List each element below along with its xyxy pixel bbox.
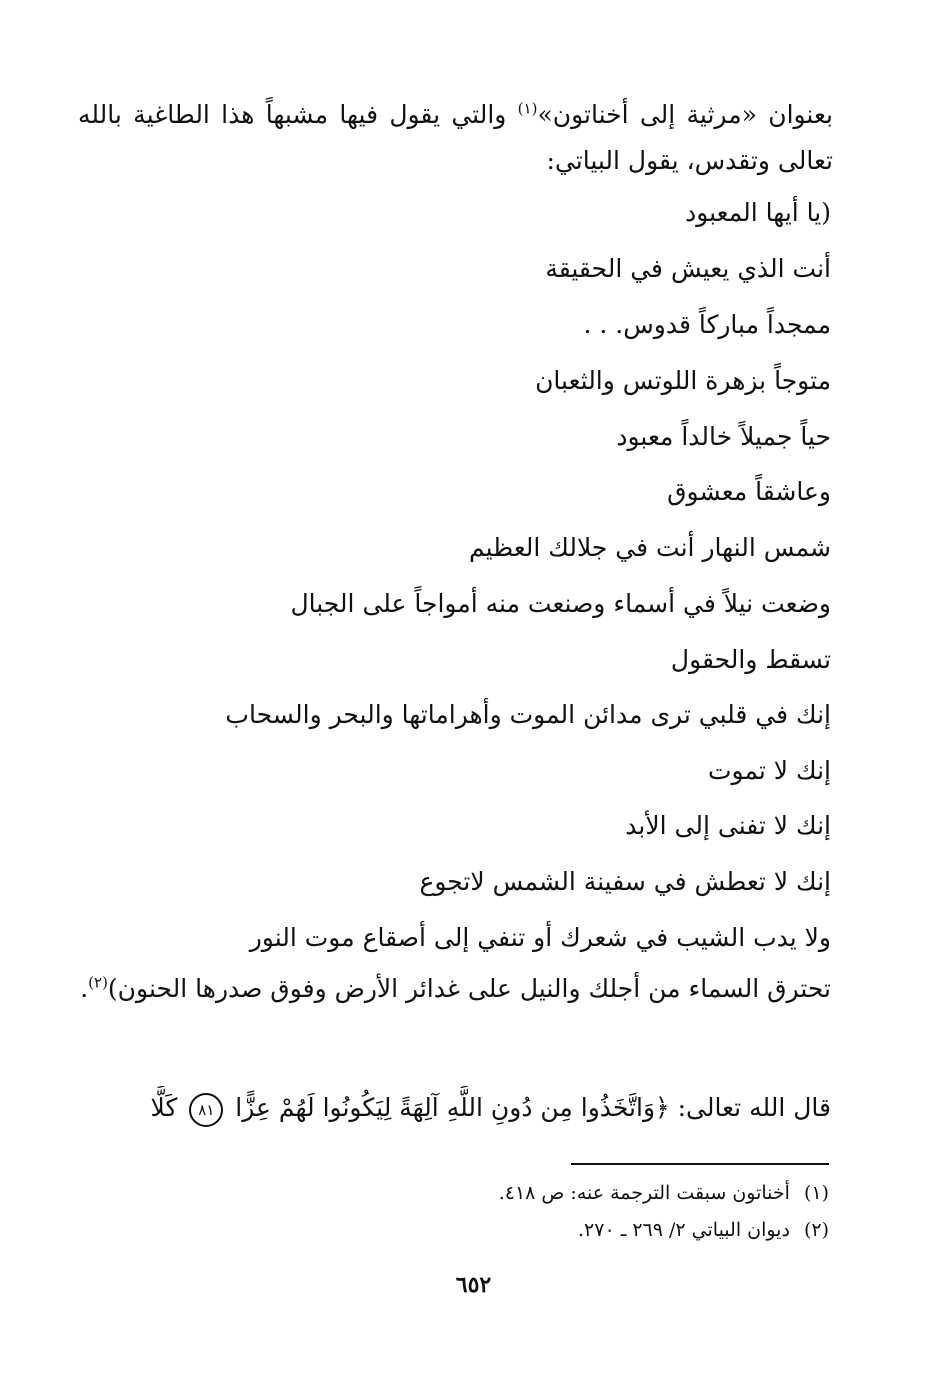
footnote-2 bbox=[229, 1215, 829, 1245]
quran-after: كَلَّا bbox=[150, 1093, 178, 1122]
poem-line: تسقط والحقول bbox=[670, 645, 831, 674]
poem-line: شمس النهار أنت في جلالك العظيم bbox=[469, 533, 831, 562]
ayah-number-mark: ٨١ bbox=[189, 1093, 223, 1127]
poem-line: إنك في قلبي ترى مدائن الموت وأهراماتها والبحر والسحاب bbox=[225, 700, 831, 729]
poem-line: متوجاً بزهرة اللوتس والثعبان bbox=[535, 366, 831, 395]
footnote-number: (٢) bbox=[803, 1219, 829, 1241]
intro-text-end: والتي يقول فيها مشبهاً هذا الطاغية بالله تعالى وتقدس، يقول البياتي: bbox=[78, 100, 833, 175]
poem-line: وعاشقاً معشوق bbox=[667, 477, 831, 506]
poem-line: إنك لا تعطش في سفينة الشمس لاتجوع bbox=[419, 867, 831, 896]
intro-paragraph bbox=[78, 92, 833, 184]
quran-lead: قال الله تعالى: bbox=[669, 1093, 831, 1122]
footnote-text: ديوان البياتي ٢/ ٢٦٩ ـ ٢٧٠. bbox=[577, 1219, 790, 1241]
poem-line: أنت الذي يعيش في الحقيقة bbox=[545, 254, 831, 283]
poem-line: (يا أيها المعبود bbox=[685, 198, 831, 227]
poem-line: ممجداً مباركاً قدوس. . . bbox=[583, 310, 831, 339]
quran-verse: ﴿وَاتَّخَذُوا مِن دُونِ اللَّهِ آلِهَةً لِيَكُونُوا لَهُمْ عِزًّا bbox=[235, 1093, 670, 1122]
footnote-divider bbox=[571, 1163, 829, 1165]
page-number: ٦٥٢ bbox=[455, 1272, 492, 1298]
poem-line: وضعت نيلاً في أسماء وصنعت منه أمواجاً على الجبال bbox=[290, 589, 831, 618]
footnote-text: أخناتون سبقت الترجمة عنه: ص ٤١٨. bbox=[498, 1182, 790, 1204]
poem-last-line bbox=[78, 966, 831, 1012]
poem-line: إنك لا تموت bbox=[708, 756, 831, 785]
footnote-number: (١) bbox=[803, 1182, 829, 1204]
poem-line: حياً جميلاً خالداً معبود bbox=[616, 422, 831, 451]
poem-line: ولا يدب الشيب في شعرك أو تنفي إلى أصقاع موت النور bbox=[249, 923, 831, 952]
poem-line: إنك لا تفنى إلى الأبد bbox=[625, 811, 831, 840]
poem-last-line-text: تحترق السماء من أجلك والنيل على غدائر الأرض وفوق صدرها الحنون) bbox=[107, 974, 831, 1003]
footnote-1 bbox=[229, 1178, 829, 1208]
footnote-ref-2: (٢) bbox=[88, 973, 108, 992]
intro-text-start: بعنوان «مرثية إلى أخناتون» bbox=[537, 100, 833, 129]
quran-quote bbox=[74, 1086, 831, 1130]
footnote-ref-1: (١) bbox=[517, 99, 538, 118]
poem-last-line-end: . bbox=[80, 974, 89, 1003]
